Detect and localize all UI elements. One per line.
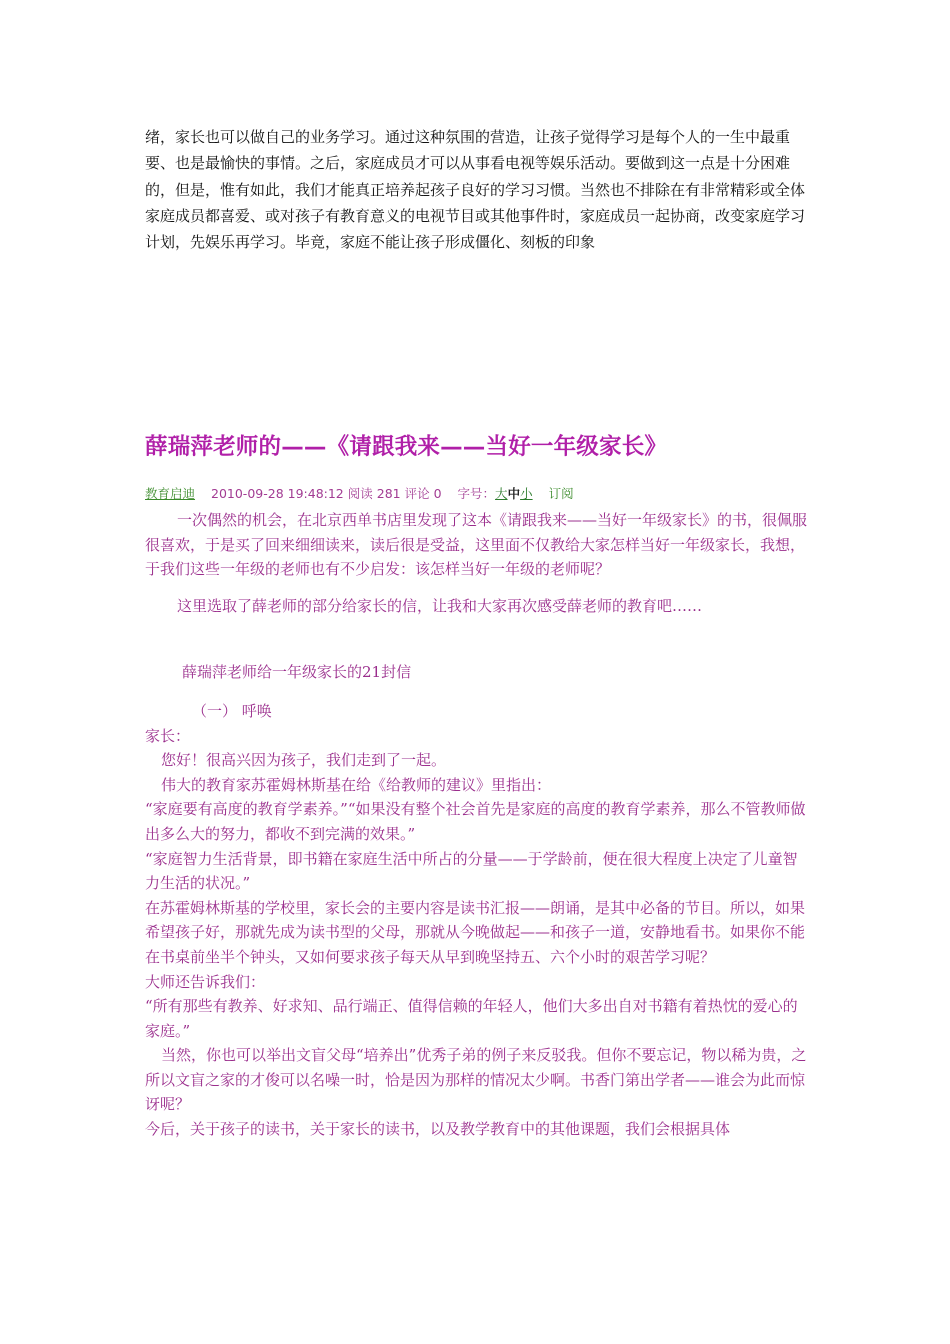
paragraph-1: 一次偶然的机会，在北京西单书店里发现了这本《请跟我来——当好一年级家长》的书，很佩服很喜欢，于是买了回来细细读来，读后很是受益，这里面不仅教给大家怎样当好一年级家长，我想，于我们这些一年级的老师也有不少启发：该怎样当好一年级的老师呢？: [145, 511, 808, 579]
quote-1: “家庭要有高度的教育学素养。”“如果没有整个社会首先是家庭的高度的教育学素养，那么不管教师做出多么大的努力，都收不到完满的效果。”: [145, 800, 806, 843]
read-label: 阅读: [347, 486, 373, 501]
quote-3: “所有那些有教养、好求知、品行端正、值得信赖的年轻人，他们大多出自对书籍有着热忱的爱心的家庭。”: [145, 997, 798, 1040]
paragraph-2: 这里选取了薛老师的部分给家长的信，让我和大家再次感受薛老师的教育吧……: [177, 596, 703, 615]
intro-paragraph: 绪，家长也可以做自己的业务学习。通过这种氛围的营造，让孩子觉得学习是每个人的一生中最重要、也是最愉快的事情。之后，家庭成员才可以从事看电视等娱乐活动。要做到这一点是十分困难的，但是，惟有如此，我们才能真正培养起孩子良好的学习习惯。当然也不排除在有非常精彩或全体家庭成员都喜爱、或对孩子有教育意义的电视节目或其他事件时，家庭成员一起协商，改变家庭学习计划，先娱乐再学习。毕竟，家庭不能让孩子形成僵化、刻板的印象: [145, 128, 806, 252]
read-count: 281: [376, 486, 401, 501]
article-meta: [145, 484, 825, 504]
paragraph-4: 在苏霍姆林斯基的学校里，家长会的主要内容是读书汇报——朗诵，是其中必备的节目。所以，如果希望孩子好，那就先成为读书型的父母，那就从今晚做起——和孩子一道，安静地看书。如果你不能在书桌前坐半个钟头，又如何要求孩子每天从早到晚坚持五、六个小时的艰苦学习呢？: [145, 898, 806, 966]
section-one-title: （一） 呼唤: [192, 701, 272, 720]
paragraph-3: 伟大的教育家苏霍姆林斯基在给《给教师的建议》里指出：: [161, 775, 552, 794]
letters-title: 薛瑞萍老师给一年级家长的21封信: [182, 663, 412, 682]
article-title: 薛瑞萍老师的——《请跟我来——当好一年级家长》: [145, 434, 668, 460]
subscribe-link[interactable]: 订阅: [548, 486, 574, 501]
article-body: [145, 508, 810, 1142]
paragraph-7: 今后，关于孩子的读书，关于家长的读书，以及教学教育中的其他课题，我们会根据具体: [145, 1120, 731, 1139]
font-size-small-link[interactable]: 小: [520, 486, 533, 501]
paragraph-5: 大师还告诉我们：: [145, 972, 266, 991]
font-size-label: 字号：: [457, 486, 496, 501]
category-link[interactable]: 教育启迪: [145, 486, 196, 501]
paragraph-6: 当然，你也可以举出文盲父母“培养出”优秀子弟的例子来反驳我。但你不要忘记，物以稀为贵，之所以文盲之家的才俊可以名噪一时，恰是因为那样的情况太少啊。书香门第出学者——谁会为此而惊讶呢？: [145, 1046, 807, 1114]
comment-label: 评论: [404, 486, 430, 501]
font-size-mid-link[interactable]: 中: [507, 486, 521, 501]
greeting: 您好！很高兴因为孩子，我们走到了一起。: [161, 751, 447, 770]
quote-2: “家庭智力生活背景，即书籍在家庭生活中所占的分量——于学龄前，便在很大程度上决定了儿童智力生活的状况。”: [145, 849, 798, 893]
comment-count: 0: [433, 486, 442, 501]
salutation: 家长：: [145, 726, 191, 745]
font-size-big-link[interactable]: 大: [495, 486, 508, 501]
post-datetime: 2010-09-28 19:48:12: [211, 486, 344, 501]
